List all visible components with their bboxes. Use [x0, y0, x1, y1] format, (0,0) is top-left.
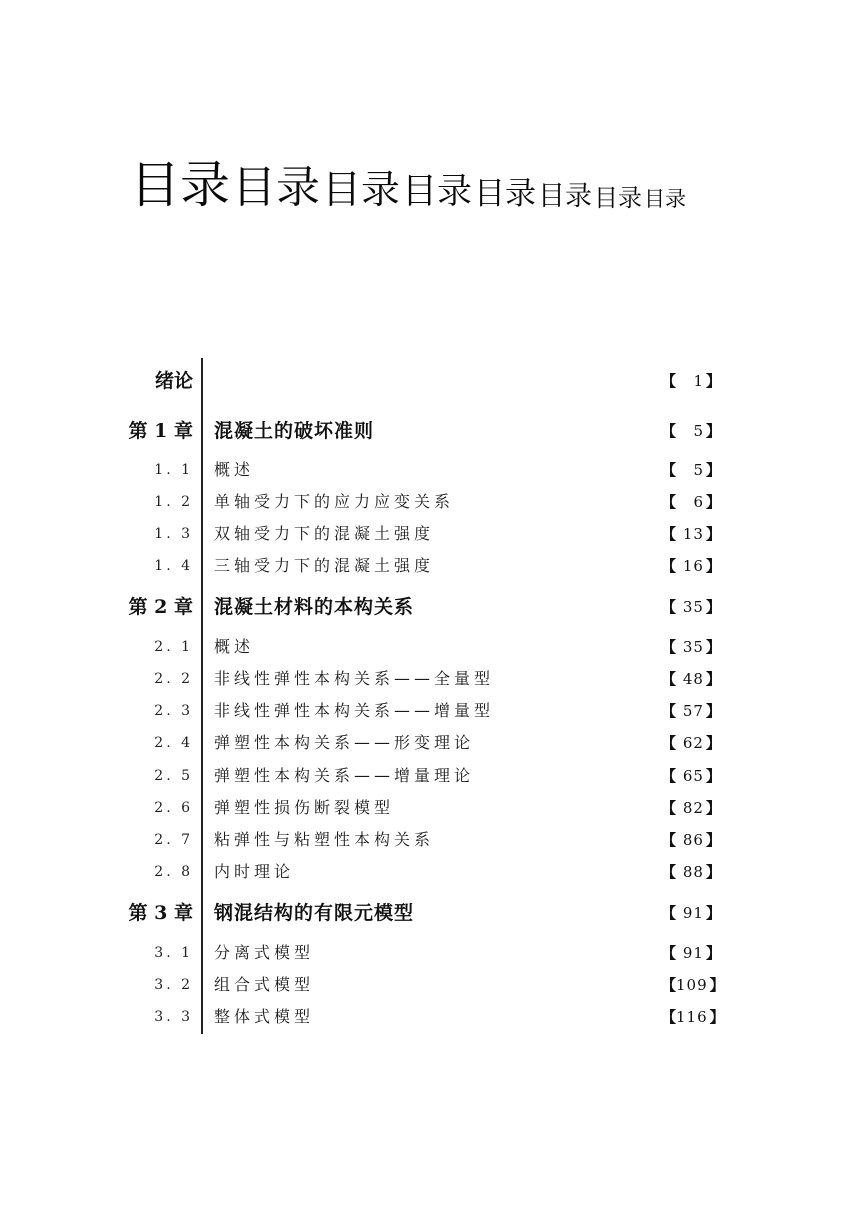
- section-title: 弹塑性本构关系——增量理论: [214, 766, 475, 785]
- right-bracket: 】: [705, 831, 721, 849]
- page-number-value: 5: [693, 422, 704, 440]
- section-title: 弹塑性损伤断裂模型: [214, 798, 395, 817]
- section-title: 单轴受力下的应力应变关系: [214, 492, 455, 511]
- section-number: 1. 4: [154, 558, 193, 574]
- page-number-value: 35: [682, 638, 704, 656]
- left-bracket: 【: [661, 461, 677, 479]
- page-number-value: 16: [682, 557, 704, 575]
- left-bracket: 【: [661, 767, 677, 785]
- page-number-value: 5: [693, 461, 704, 479]
- right-bracket: 】: [705, 944, 721, 962]
- toc-section-row[interactable]: [0, 794, 868, 822]
- page-number: [661, 826, 721, 854]
- section-title: 整体式模型: [214, 1007, 315, 1026]
- section-title: 非线性弹性本构关系——增量型: [214, 701, 495, 720]
- page-number: [661, 939, 721, 967]
- section-title: 概述: [214, 460, 255, 479]
- chapter-title: 混凝土材料的本构关系: [214, 596, 415, 618]
- page-number: [661, 762, 721, 790]
- section-title: 非线性弹性本构关系——全量型: [214, 669, 495, 688]
- section-title: 双轴受力下的混凝土强度: [214, 524, 435, 543]
- page-number-value: 82: [682, 799, 704, 817]
- chapter-number: 第 1 章: [128, 420, 193, 442]
- page-number: [661, 552, 721, 580]
- left-bracket: 【: [661, 670, 677, 688]
- chapter-number: 第 2 章: [128, 596, 193, 618]
- section-number: 1. 1: [154, 462, 193, 478]
- right-bracket: 】: [709, 1008, 725, 1026]
- page-number-value: 65: [682, 767, 704, 785]
- section-title: 组合式模型: [214, 975, 315, 994]
- left-bracket: 【: [661, 904, 677, 922]
- right-bracket: 】: [705, 767, 721, 785]
- left-bracket: 【: [661, 944, 677, 962]
- title-word: 目录: [232, 162, 320, 213]
- left-bracket: 【: [661, 831, 677, 849]
- page-number-value: 35: [682, 598, 704, 616]
- section-title: 粘弹性与粘塑性本构关系: [214, 830, 435, 849]
- left-bracket: 【: [661, 493, 677, 511]
- left-bracket: 【: [661, 525, 677, 543]
- left-bracket: 【: [661, 734, 677, 752]
- toc-section-row[interactable]: [0, 858, 868, 886]
- left-bracket: 【: [661, 1008, 677, 1026]
- page-number: [661, 456, 721, 484]
- toc-section-row[interactable]: [0, 939, 868, 967]
- page-number: [661, 665, 721, 693]
- right-bracket: 】: [705, 598, 721, 616]
- section-number: 3. 3: [154, 1009, 193, 1025]
- right-bracket: 】: [705, 525, 721, 543]
- section-number: 3. 1: [154, 945, 193, 961]
- toc-chapter-row[interactable]: [0, 899, 868, 927]
- left-bracket: 【: [661, 976, 677, 994]
- page-number-value: 91: [682, 904, 704, 922]
- title-word: 目录: [538, 181, 593, 212]
- toc-section-row[interactable]: [0, 1003, 868, 1031]
- section-title: 分离式模型: [214, 943, 315, 962]
- toc-section-row[interactable]: [0, 729, 868, 757]
- right-bracket: 】: [705, 372, 721, 390]
- chapter-number: 第 3 章: [128, 902, 193, 924]
- toc-chapter-row[interactable]: [0, 367, 868, 395]
- title-word: 目录: [130, 156, 230, 214]
- section-number: 2. 6: [154, 800, 193, 816]
- section-number: 2. 7: [154, 832, 193, 848]
- section-title: 三轴受力下的混凝土强度: [214, 556, 435, 575]
- section-number: 1. 2: [154, 494, 193, 510]
- left-bracket: 【: [661, 702, 677, 720]
- section-number: 2. 2: [154, 671, 193, 687]
- page-number: [661, 1003, 725, 1031]
- section-title: 弹塑性本构关系——形变理论: [214, 733, 475, 752]
- toc-section-row[interactable]: [0, 826, 868, 854]
- toc-section-row[interactable]: [0, 456, 868, 484]
- chapter-title: 钢混结构的有限元模型: [214, 902, 415, 924]
- section-number: 2. 1: [154, 639, 193, 655]
- page-number: [661, 697, 721, 725]
- title-word: 目录: [474, 176, 537, 212]
- left-bracket: 【: [661, 557, 677, 575]
- page-number: [661, 633, 721, 661]
- toc-section-row[interactable]: [0, 520, 868, 548]
- left-bracket: 【: [661, 799, 677, 817]
- page-number: [661, 520, 721, 548]
- page-number-value: 88: [682, 863, 704, 881]
- toc-section-row[interactable]: [0, 697, 868, 725]
- right-bracket: 】: [705, 461, 721, 479]
- left-bracket: 【: [661, 638, 677, 656]
- right-bracket: 】: [705, 863, 721, 881]
- toc-section-row[interactable]: [0, 633, 868, 661]
- right-bracket: 】: [705, 734, 721, 752]
- title-word: 目录: [402, 172, 473, 212]
- title-word: 目录: [594, 184, 643, 212]
- section-title: 概述: [214, 637, 255, 656]
- right-bracket: 】: [705, 799, 721, 817]
- page-number: [661, 971, 725, 999]
- left-bracket: 【: [661, 598, 677, 616]
- section-number: 2. 5: [154, 768, 193, 784]
- page-number: [661, 729, 721, 757]
- toc-section-row[interactable]: [0, 552, 868, 580]
- chapter-title: 混凝土的破坏准则: [214, 420, 375, 442]
- left-bracket: 【: [661, 372, 677, 390]
- page-number-value: 48: [682, 670, 704, 688]
- left-bracket: 【: [661, 863, 677, 881]
- toc-section-row[interactable]: [0, 971, 868, 999]
- page-number: [661, 899, 721, 927]
- toc-section-row[interactable]: [0, 488, 868, 516]
- page-number-value: 13: [682, 525, 704, 543]
- section-number: 3. 2: [154, 977, 193, 993]
- page-number: [661, 593, 721, 621]
- right-bracket: 】: [709, 976, 725, 994]
- section-number: 2. 8: [154, 864, 193, 880]
- page-number-value: 116: [676, 1008, 708, 1026]
- section-number: 1. 3: [154, 526, 193, 542]
- right-bracket: 】: [705, 638, 721, 656]
- right-bracket: 】: [705, 422, 721, 440]
- page-number: [661, 794, 721, 822]
- page-number-value: 6: [693, 493, 704, 511]
- toc-chapter-row[interactable]: [0, 417, 868, 445]
- right-bracket: 】: [705, 557, 721, 575]
- page-number-value: 1: [693, 372, 704, 390]
- page-title: [130, 140, 830, 214]
- title-word: 目录: [322, 168, 401, 213]
- toc-section-row[interactable]: [0, 762, 868, 790]
- right-bracket: 】: [705, 904, 721, 922]
- page-number: [661, 858, 721, 886]
- page-number: [661, 367, 721, 395]
- right-bracket: 】: [705, 493, 721, 511]
- page-number-value: 62: [682, 734, 704, 752]
- chapter-number: 绪论: [154, 370, 193, 392]
- page-number-value: 86: [682, 831, 704, 849]
- section-number: 2. 4: [154, 735, 193, 751]
- toc-chapter-row[interactable]: [0, 593, 868, 621]
- page-number: [661, 417, 721, 445]
- section-number: 2. 3: [154, 703, 193, 719]
- left-bracket: 【: [661, 422, 677, 440]
- toc-section-row[interactable]: [0, 665, 868, 693]
- page-number-value: 57: [682, 702, 704, 720]
- page-number-value: 91: [682, 944, 704, 962]
- page-number: [661, 488, 721, 516]
- section-title: 内时理论: [214, 862, 295, 881]
- right-bracket: 】: [705, 702, 721, 720]
- page-number-value: 109: [676, 976, 708, 994]
- right-bracket: 】: [705, 670, 721, 688]
- title-word: 目录: [644, 187, 687, 211]
